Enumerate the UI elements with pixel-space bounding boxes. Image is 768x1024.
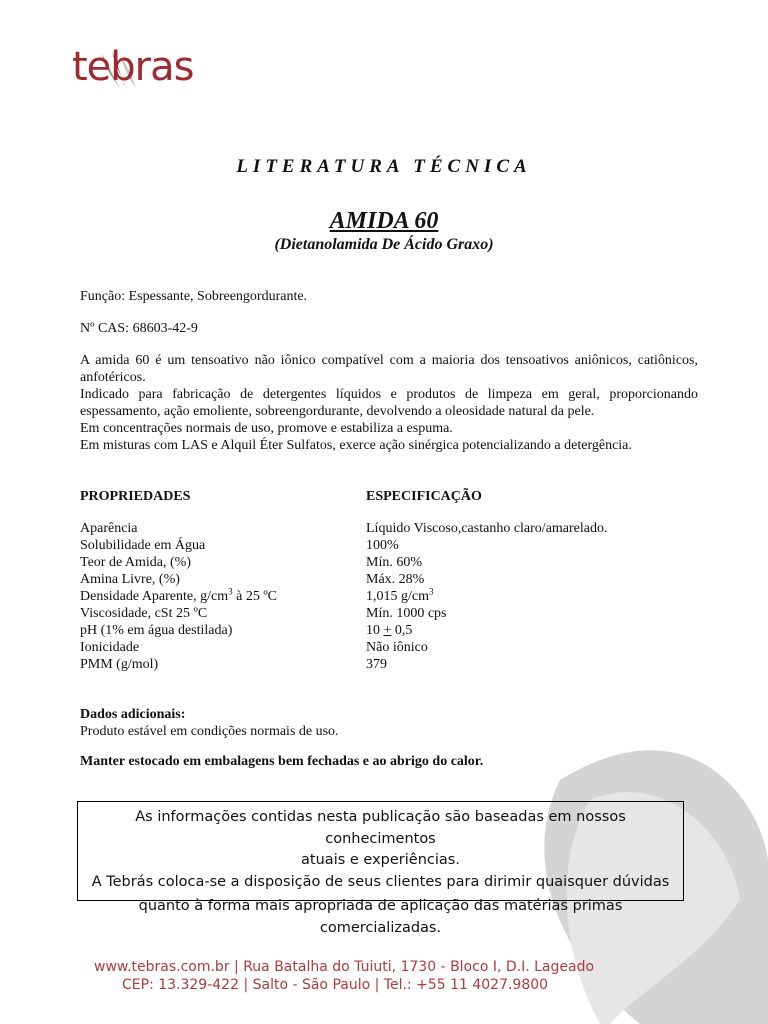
notice-line: quanto à forma mais apropriada de aplicação das matérias primas comercializadas. — [138, 898, 623, 936]
table-row — [80, 520, 720, 537]
property-name: Solubilidade em Água — [80, 538, 206, 553]
notice-line: A Tebrás coloca-se a disposição de seus clientes para dirimir quaisquer dúvidas — [91, 874, 670, 890]
property-spec: Máx. 28% — [366, 572, 425, 587]
property-spec: 10 + 0,5 — [366, 623, 413, 638]
property-name: Teor de Amida, (%) — [80, 555, 191, 570]
notice-line: As informações contidas nesta publicação são baseadas em nossos conhecimentos — [135, 809, 626, 847]
description — [80, 352, 698, 454]
properties-column-header: PROPRIEDADES — [80, 489, 191, 504]
brand-name: tebras — [72, 44, 194, 90]
table-row — [80, 656, 720, 673]
property-name: Ionicidade — [80, 640, 140, 655]
storage-note: Manter estocado em embalagens bem fechadas e ao abrigo do calor. — [80, 754, 484, 769]
function-line: Função: Espessante, Sobreengordurante. — [80, 289, 308, 304]
property-name: PMM (g/mol) — [80, 657, 159, 672]
property-name: Amina Livre, (%) — [80, 572, 180, 587]
property-spec: 100% — [366, 538, 399, 553]
footer — [94, 958, 654, 994]
property-name: pH (1% em água destilada) — [80, 623, 233, 638]
table-row — [80, 554, 720, 571]
specification-column-header: ESPECIFICAÇÃO — [366, 489, 482, 504]
footer-contact: CEP: 13.329-422 | Salto - São Paulo | Tel.: +55 11 4027.9800 — [122, 977, 549, 993]
footer-address: www.tebras.com.br | Rua Batalha do Tuiuti, 1730 - Bloco I, D.I. Lageado — [94, 959, 595, 975]
description-paragraph: Em concentrações normais de uso, promove e estabiliza a espuma. — [80, 421, 453, 436]
property-spec: Não iônico — [366, 640, 428, 655]
table-row — [80, 537, 720, 554]
property-spec: Mín. 1000 cps — [366, 606, 447, 621]
table-row — [80, 588, 720, 605]
property-name: Viscosidade, cSt 25 ºC — [80, 606, 208, 621]
additional-data — [80, 706, 698, 740]
property-name: Densidade Aparente, $g/cm^3$ à 25 ºC — [80, 586, 278, 604]
product-subtitle: (Dietanolamida De Ácido Graxo) — [274, 236, 494, 253]
table-row — [80, 571, 720, 588]
table-row — [80, 639, 720, 656]
product-title: AMIDA 60 — [329, 208, 439, 234]
additional-text: Produto estável em condições normais de uso. — [80, 724, 339, 739]
additional-title: Dados adicionais: — [80, 707, 186, 722]
description-paragraph: Em misturas com LAS e Alquil Éter Sulfatos, exerce ação sinérgica potencializando a detergência. — [80, 438, 632, 453]
property-spec: Mín. 60% — [366, 555, 422, 570]
table-row — [80, 622, 720, 639]
properties-table — [80, 488, 720, 673]
notice-box — [77, 801, 684, 936]
property-name: Aparência — [80, 521, 138, 536]
property-spec: 379 — [366, 657, 387, 672]
table-row — [80, 605, 720, 622]
document-type: LITERATURA TÉCNICA — [236, 156, 532, 177]
cas-number: Nº CAS: 68603-42-9 — [80, 321, 198, 336]
description-paragraph: A amida 60 é um tensoativo não iônico compatível com a maioria dos tensoativos aniônicos, catiônicos, anfotéricos. — [80, 353, 698, 385]
description-paragraph: Indicado para fabricação de detergentes líquidos e produtos de limpeza em geral, proporcionando espessamento, ação emoliente, sobreengordurante, devolvendo a oleosidade natural da pele. — [80, 387, 698, 419]
notice-line: atuais e experiências. — [301, 852, 460, 868]
properties-header — [80, 488, 720, 505]
property-spec: 1,015 $g/cm^3$ — [366, 586, 434, 604]
property-spec: Líquido Viscoso,castanho claro/amarelado. — [366, 521, 608, 536]
